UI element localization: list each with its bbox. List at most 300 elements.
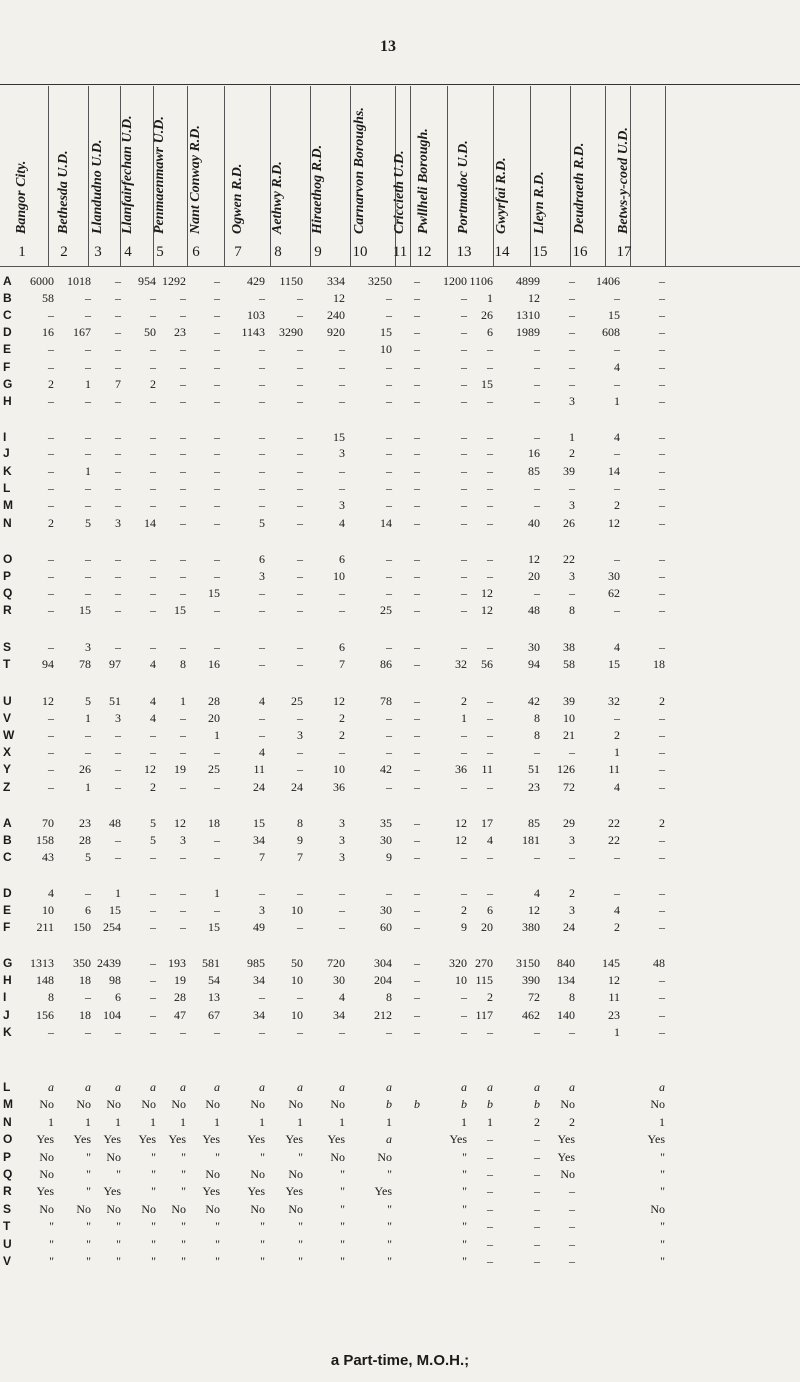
table-cell: Yes — [327, 1132, 345, 1146]
row-label: X — [3, 745, 12, 759]
table-cell: " — [86, 1237, 91, 1251]
table-cell: 8 — [48, 990, 54, 1004]
table-cell: – — [297, 1025, 303, 1039]
table-cell: – — [115, 308, 121, 322]
table-cell: 12 — [528, 903, 540, 917]
table-cell: " — [462, 1237, 467, 1251]
table-cell: 23 — [608, 1008, 620, 1022]
table-cell: – — [569, 586, 575, 600]
row-label: L — [3, 481, 11, 495]
table-cell: – — [487, 552, 493, 566]
table-cell: – — [386, 498, 392, 512]
table-cell: 26 — [563, 516, 575, 530]
table-cell: 38 — [563, 640, 575, 654]
table-cell: 212 — [374, 1008, 392, 1022]
table-cell: 15 — [208, 920, 220, 934]
table-cell: – — [297, 291, 303, 305]
table-cell: 6 — [115, 990, 121, 1004]
table-cell: – — [461, 745, 467, 759]
table-cell: 35 — [380, 816, 392, 830]
row-label: P — [3, 1150, 12, 1164]
table-cell: 3 — [339, 833, 345, 847]
table-cell: – — [150, 342, 156, 356]
column-divider — [350, 86, 351, 266]
table-cell: 117 — [475, 1008, 493, 1022]
table-cell: – — [534, 481, 540, 495]
table-cell: – — [150, 446, 156, 460]
table-cell: 6000 — [30, 274, 54, 288]
table-cell: 11 — [253, 762, 265, 776]
table-cell: – — [534, 1219, 540, 1233]
table-cell: – — [214, 394, 220, 408]
table-cell: 158 — [36, 833, 54, 847]
table-cell: – — [180, 569, 186, 583]
table-cell: – — [414, 1025, 420, 1039]
table-cell: – — [569, 1219, 575, 1233]
table-cell: – — [85, 728, 91, 742]
table-cell: – — [180, 498, 186, 512]
table-cell: – — [487, 464, 493, 478]
table-row — [0, 973, 800, 989]
table-cell: 5 — [85, 516, 91, 530]
row-label: V — [3, 1254, 12, 1268]
table-cell: – — [414, 886, 420, 900]
table-row — [0, 1025, 800, 1041]
table-cell: 320 — [449, 956, 467, 970]
table-cell: – — [569, 342, 575, 356]
table-cell: " — [181, 1184, 186, 1198]
table-cell: 115 — [475, 973, 493, 987]
table-cell: 1 — [461, 711, 467, 725]
table-cell: – — [487, 1202, 493, 1216]
table-row — [0, 903, 800, 919]
table-cell: No — [39, 1167, 54, 1181]
table-cell: – — [214, 569, 220, 583]
row-label: U — [3, 1237, 12, 1251]
table-cell: – — [534, 394, 540, 408]
table-row — [0, 640, 800, 656]
table-cell: – — [297, 308, 303, 322]
table-cell: – — [297, 342, 303, 356]
table-cell: – — [259, 886, 265, 900]
table-cell: – — [487, 1132, 493, 1146]
table-cell: – — [414, 516, 420, 530]
table-cell: – — [297, 586, 303, 600]
table-cell: – — [115, 464, 121, 478]
table-cell: – — [414, 274, 420, 288]
table-cell: – — [214, 446, 220, 460]
column-number: 10 — [352, 244, 368, 260]
table-cell: 1 — [48, 1115, 54, 1129]
table-cell: 3250 — [368, 274, 392, 288]
table-cell: 29 — [563, 816, 575, 830]
column-heading: Ogwen R.D. — [230, 163, 245, 234]
table-cell: Yes — [285, 1132, 303, 1146]
table-cell: – — [386, 291, 392, 305]
table-cell: – — [214, 342, 220, 356]
page-number: 13 — [380, 38, 396, 55]
table-cell: – — [214, 430, 220, 444]
table-cell: – — [487, 711, 493, 725]
table-cell: – — [150, 640, 156, 654]
column-number: 17 — [616, 244, 632, 260]
table-cell: a — [214, 1080, 220, 1094]
table-cell: No — [171, 1202, 186, 1216]
row-label: G — [3, 956, 13, 970]
table-cell: – — [150, 394, 156, 408]
table-cell: No — [330, 1097, 345, 1111]
table-cell: 1 — [614, 394, 620, 408]
table-cell: 47 — [174, 1008, 186, 1022]
table-cell: – — [150, 990, 156, 1004]
table-cell: – — [214, 291, 220, 305]
table-cell: 140 — [557, 1008, 575, 1022]
table-cell: – — [85, 291, 91, 305]
table-cell: – — [48, 603, 54, 617]
table-cell: – — [180, 711, 186, 725]
table-cell: 2 — [150, 377, 156, 391]
table-cell: 608 — [602, 325, 620, 339]
table-cell: – — [115, 291, 121, 305]
table-cell: 4 — [339, 516, 345, 530]
header-rule — [0, 266, 800, 267]
column-number: 15 — [532, 244, 548, 260]
row-label: V — [3, 711, 12, 725]
table-cell: 2 — [339, 711, 345, 725]
table-cell: 18 — [79, 1008, 91, 1022]
table-cell: 12 — [528, 552, 540, 566]
table-cell: – — [85, 552, 91, 566]
table-cell: 34 — [253, 973, 265, 987]
table-cell: – — [180, 291, 186, 305]
table-cell: 6 — [487, 903, 493, 917]
table-cell: – — [259, 430, 265, 444]
table-cell: 1 — [487, 1115, 493, 1129]
table-cell: – — [534, 1025, 540, 1039]
table-cell: 15 — [333, 430, 345, 444]
table-cell: 2 — [614, 498, 620, 512]
column-heading: Criccieth U.D. — [392, 150, 407, 234]
table-cell: " — [340, 1219, 345, 1233]
table-cell: 12 — [481, 586, 493, 600]
table-cell: – — [297, 657, 303, 671]
table-cell: " — [387, 1202, 392, 1216]
table-cell: 4899 — [516, 274, 540, 288]
column-number: 8 — [274, 244, 282, 260]
table-cell: " — [462, 1184, 467, 1198]
table-cell: – — [659, 973, 665, 987]
table-cell: – — [339, 1025, 345, 1039]
table-cell: " — [462, 1254, 467, 1268]
table-cell: – — [115, 850, 121, 864]
table-cell: – — [115, 481, 121, 495]
table-cell: 78 — [79, 657, 91, 671]
table-cell: 2 — [614, 920, 620, 934]
table-cell: " — [340, 1202, 345, 1216]
column-divider — [447, 86, 448, 266]
table-cell: 11 — [608, 990, 620, 1004]
table-cell: 156 — [36, 1008, 54, 1022]
table-cell: – — [487, 430, 493, 444]
table-cell: – — [461, 850, 467, 864]
row-label: O — [3, 552, 13, 566]
table-cell: – — [386, 640, 392, 654]
table-row — [0, 377, 800, 393]
table-cell: – — [414, 694, 420, 708]
table-cell: 126 — [557, 762, 575, 776]
table-cell: 9 — [297, 833, 303, 847]
table-cell: 18 — [208, 816, 220, 830]
table-cell: Yes — [647, 1132, 665, 1146]
table-cell: – — [534, 1150, 540, 1164]
table-row — [0, 694, 800, 710]
table-cell: 13 — [208, 990, 220, 1004]
table-cell: 1 — [85, 711, 91, 725]
table-cell: 4 — [614, 903, 620, 917]
table-cell: – — [259, 990, 265, 1004]
table-cell: 2 — [614, 728, 620, 742]
table-cell: 167 — [73, 325, 91, 339]
table-cell: 18 — [79, 973, 91, 987]
table-cell: – — [180, 745, 186, 759]
table-cell: 25 — [291, 694, 303, 708]
table-row — [0, 745, 800, 761]
table-cell: 15 — [174, 603, 186, 617]
table-cell: Yes — [36, 1132, 54, 1146]
table-cell: – — [569, 850, 575, 864]
row-label: O — [3, 1132, 13, 1146]
table-cell: – — [297, 446, 303, 460]
table-cell: 43 — [42, 850, 54, 864]
table-cell: – — [85, 1025, 91, 1039]
table-cell: – — [85, 886, 91, 900]
table-cell: a — [534, 1080, 540, 1094]
table-cell: Yes — [202, 1184, 220, 1198]
table-cell: 15 — [481, 377, 493, 391]
table-cell: – — [659, 498, 665, 512]
table-cell: – — [414, 586, 420, 600]
table-cell: 12 — [455, 816, 467, 830]
table-cell: – — [150, 903, 156, 917]
table-cell: – — [569, 1025, 575, 1039]
table-cell: – — [48, 481, 54, 495]
table-cell: – — [534, 1132, 540, 1146]
table-cell: – — [414, 657, 420, 671]
table-cell: 2 — [461, 694, 467, 708]
table-cell: – — [214, 274, 220, 288]
table-cell: – — [487, 850, 493, 864]
table-cell: 3 — [569, 833, 575, 847]
table-cell: – — [259, 360, 265, 374]
table-cell: – — [487, 745, 493, 759]
table-cell: " — [49, 1237, 54, 1251]
table-cell: – — [339, 603, 345, 617]
table-cell: a — [115, 1080, 121, 1094]
table-cell: 12 — [144, 762, 156, 776]
table-cell: 12 — [333, 694, 345, 708]
table-cell: Yes — [103, 1184, 121, 1198]
table-cell: – — [659, 850, 665, 864]
table-cell: " — [86, 1254, 91, 1268]
row-label: C — [3, 308, 12, 322]
table-cell: – — [297, 990, 303, 1004]
table-cell: No — [106, 1097, 121, 1111]
table-cell: 7 — [339, 657, 345, 671]
table-cell: 39 — [563, 464, 575, 478]
table-cell: " — [660, 1254, 665, 1268]
table-cell: 1989 — [516, 325, 540, 339]
table-cell: 3 — [339, 850, 345, 864]
table-cell: – — [150, 569, 156, 583]
table-cell: a — [659, 1080, 665, 1094]
table-row — [0, 394, 800, 410]
table-cell: – — [180, 728, 186, 742]
table-cell: – — [534, 342, 540, 356]
column-heading: Bethesda U.D. — [56, 150, 71, 234]
table-cell: 54 — [208, 973, 220, 987]
table-cell: 8 — [569, 990, 575, 1004]
row-label: L — [3, 1080, 11, 1094]
table-cell: – — [414, 816, 420, 830]
table-cell: – — [115, 430, 121, 444]
table-cell: " — [462, 1219, 467, 1233]
table-cell: 42 — [380, 762, 392, 776]
table-cell: – — [214, 903, 220, 917]
table-cell: – — [48, 552, 54, 566]
table-cell: – — [214, 325, 220, 339]
table-cell: 11 — [481, 762, 493, 776]
table-cell: – — [414, 446, 420, 460]
table-cell: – — [386, 1025, 392, 1039]
row-label: G — [3, 377, 13, 391]
row-label: C — [3, 850, 12, 864]
table-cell: – — [115, 603, 121, 617]
table-cell: – — [150, 973, 156, 987]
table-cell: 4 — [48, 886, 54, 900]
table-cell: 1200 — [443, 274, 467, 288]
table-cell: – — [214, 498, 220, 512]
table-cell: 51 — [109, 694, 121, 708]
table-cell: – — [386, 308, 392, 322]
table-cell: – — [386, 780, 392, 794]
table-cell: – — [659, 1008, 665, 1022]
table-cell: – — [259, 394, 265, 408]
table-cell: 985 — [247, 956, 265, 970]
table-cell: 42 — [528, 694, 540, 708]
table-row — [0, 430, 800, 446]
table-cell: " — [462, 1167, 467, 1181]
table-cell: – — [614, 850, 620, 864]
table-cell: – — [115, 640, 121, 654]
row-label: K — [3, 1025, 12, 1039]
table-cell: – — [259, 481, 265, 495]
table-cell: – — [180, 552, 186, 566]
table-cell: 14 — [608, 464, 620, 478]
table-cell: – — [115, 325, 121, 339]
table-cell: Yes — [202, 1132, 220, 1146]
table-cell: – — [297, 516, 303, 530]
table-cell: – — [48, 640, 54, 654]
table-cell: – — [150, 603, 156, 617]
table-cell: – — [659, 308, 665, 322]
table-cell: 30 — [380, 833, 392, 847]
table-cell: – — [659, 342, 665, 356]
table-cell: No — [250, 1202, 265, 1216]
table-cell: – — [487, 516, 493, 530]
table-cell: – — [48, 360, 54, 374]
table-cell: – — [150, 552, 156, 566]
table-cell: – — [259, 1025, 265, 1039]
table-cell: – — [48, 745, 54, 759]
row-label: M — [3, 498, 13, 512]
table-cell: – — [150, 1025, 156, 1039]
table-cell: 4 — [259, 694, 265, 708]
table-cell: – — [48, 342, 54, 356]
table-cell: No — [141, 1202, 156, 1216]
table-cell: 60 — [380, 920, 392, 934]
table-cell: – — [614, 342, 620, 356]
row-label: P — [3, 569, 12, 583]
table-cell: " — [49, 1219, 54, 1233]
table-cell: – — [614, 446, 620, 460]
table-cell: 11 — [608, 762, 620, 776]
table-cell: " — [215, 1219, 220, 1233]
table-cell: " — [181, 1237, 186, 1251]
column-divider — [224, 86, 225, 266]
table-cell: – — [214, 308, 220, 322]
table-cell: – — [461, 291, 467, 305]
table-cell: " — [462, 1202, 467, 1216]
table-cell: 85 — [528, 464, 540, 478]
table-cell: 4 — [614, 360, 620, 374]
table-cell: – — [214, 360, 220, 374]
table-cell: – — [339, 464, 345, 478]
table-row — [0, 342, 800, 358]
table-cell: – — [386, 552, 392, 566]
table-row — [0, 1150, 800, 1166]
table-cell: – — [534, 745, 540, 759]
table-cell: – — [180, 394, 186, 408]
table-cell: 1 — [386, 1115, 392, 1129]
table-cell: – — [659, 886, 665, 900]
table-cell: – — [461, 308, 467, 322]
table-cell: – — [659, 762, 665, 776]
table-cell: 1406 — [596, 274, 620, 288]
table-cell: No — [330, 1150, 345, 1164]
table-cell: – — [414, 360, 420, 374]
table-cell: " — [49, 1254, 54, 1268]
table-cell: – — [659, 430, 665, 444]
table-cell: Yes — [557, 1132, 575, 1146]
table-cell: – — [569, 481, 575, 495]
table-cell: – — [150, 464, 156, 478]
table-cell: – — [115, 274, 121, 288]
table-cell: " — [340, 1184, 345, 1198]
table-cell: – — [659, 711, 665, 725]
table-cell: 67 — [208, 1008, 220, 1022]
table-cell: 6 — [85, 903, 91, 917]
table-cell: – — [297, 640, 303, 654]
table-cell: – — [297, 920, 303, 934]
table-cell: – — [487, 886, 493, 900]
table-cell: No — [560, 1167, 575, 1181]
column-heading: Gwyrfai R.D. — [494, 157, 509, 234]
table-cell: 145 — [602, 956, 620, 970]
table-cell: 148 — [36, 973, 54, 987]
table-cell: 254 — [103, 920, 121, 934]
table-cell: 58 — [42, 291, 54, 305]
table-cell: 104 — [103, 1008, 121, 1022]
